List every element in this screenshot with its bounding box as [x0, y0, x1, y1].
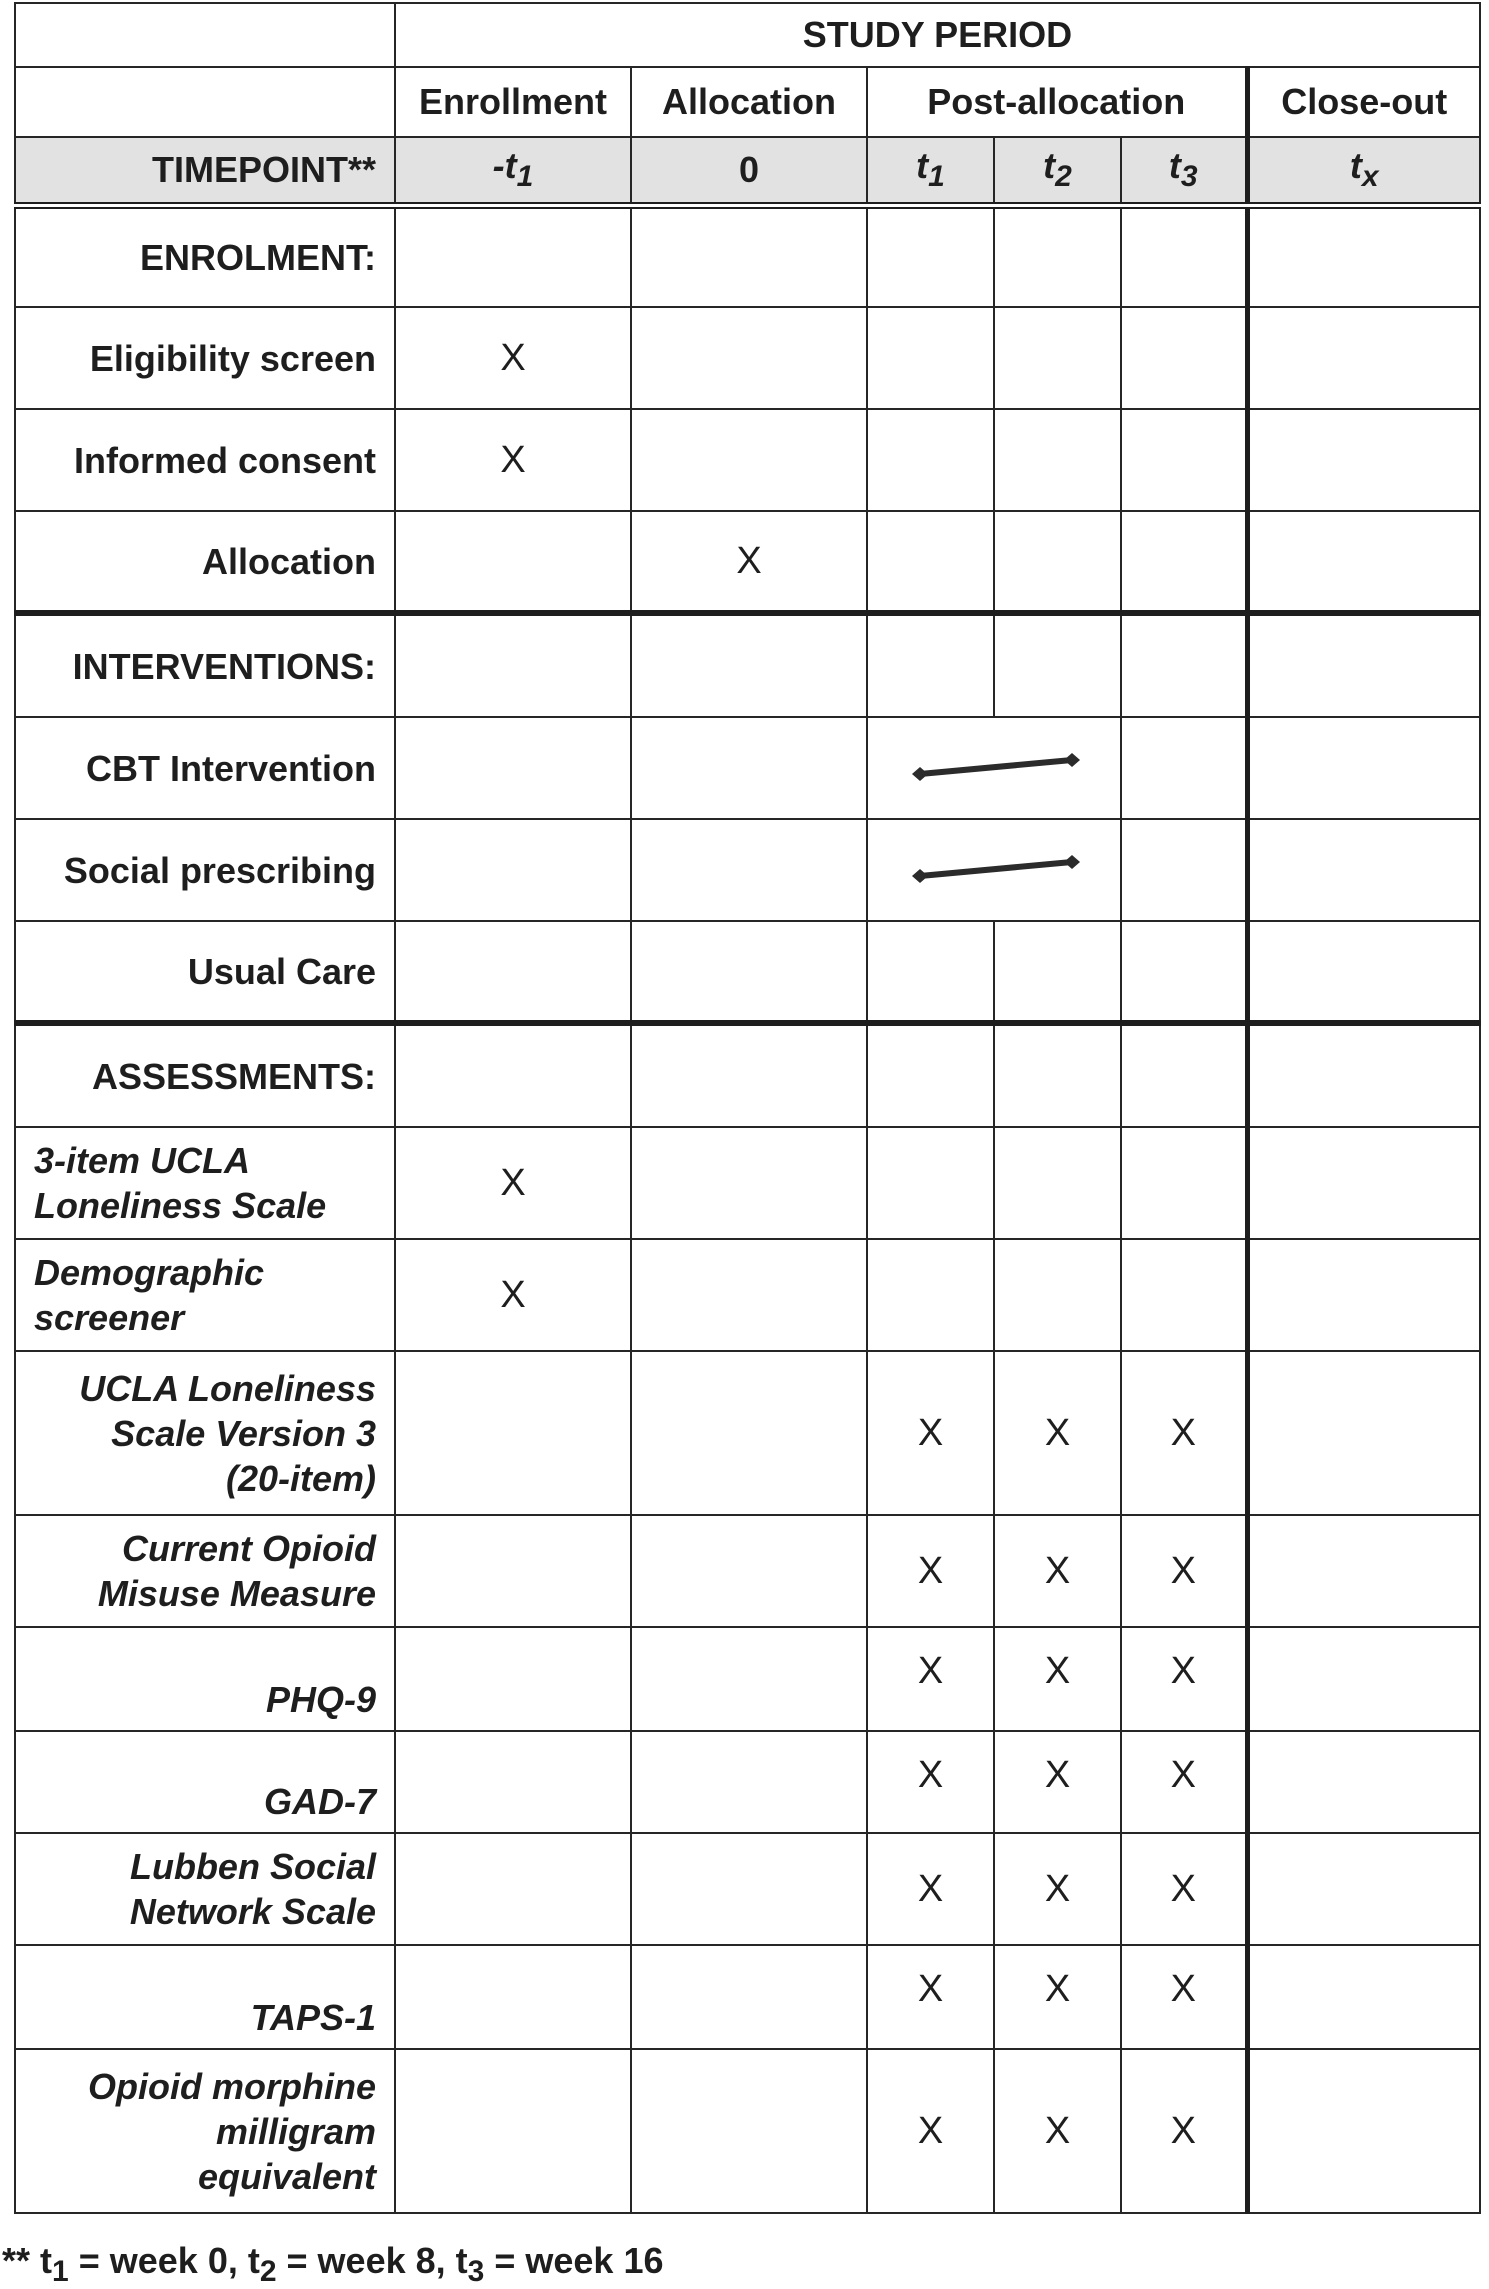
phase-post-allocation: Post-allocation: [867, 67, 1247, 137]
timepoint-t1: $t_1$: [867, 137, 994, 205]
row-label: CBT Intervention: [15, 717, 395, 819]
mark-enrollment: X: [395, 1239, 631, 1351]
row-label: Current Opioid Misuse Measure: [15, 1515, 395, 1627]
mark-t3: X: [1121, 1351, 1247, 1515]
duration-cell: [867, 717, 1121, 819]
table-row: [15, 1127, 1480, 1239]
timepoint-t3: $t_3$: [1121, 137, 1247, 205]
corner-cell: [15, 3, 395, 67]
row-label: 3-item UCLA Loneliness Scale: [15, 1127, 395, 1239]
mark-t1: X: [867, 1945, 994, 2049]
timepoint-tx: $t_x$: [1247, 137, 1480, 205]
mark-t3: X: [1121, 1627, 1247, 1731]
mark-enrollment: X: [395, 307, 631, 409]
mark-t3: X: [1121, 1945, 1247, 2049]
table-row: [15, 409, 1480, 511]
mark-t1: X: [867, 1515, 994, 1627]
mark-t3: X: [1121, 1731, 1247, 1833]
header-row-timepoints: [15, 137, 1480, 205]
table-row: [15, 1351, 1480, 1515]
row-label: GAD-7: [15, 1731, 395, 1833]
table-row: [15, 717, 1480, 819]
table-row: [15, 1731, 1480, 1833]
row-label: Social prescribing: [15, 819, 395, 921]
table-row: [15, 1945, 1480, 2049]
mark-t1: X: [867, 1731, 994, 1833]
row-label: Informed consent: [15, 409, 395, 511]
section-assessments-title-row: [15, 1023, 1480, 1127]
study-period-header: STUDY PERIOD: [395, 3, 1480, 67]
table-row: [15, 1515, 1480, 1627]
table-row: [15, 1239, 1480, 1351]
mark-t2: X: [994, 1351, 1121, 1515]
mark-enrollment: X: [395, 1127, 631, 1239]
row-label: PHQ-9: [15, 1627, 395, 1731]
mark-t3: X: [1121, 1833, 1247, 1945]
mark-t2: X: [994, 1833, 1121, 1945]
mark-t2: X: [994, 1515, 1121, 1627]
phase-enrollment: Enrollment: [395, 67, 631, 137]
section-title-interventions: INTERVENTIONS:: [15, 613, 395, 717]
table-row: [15, 921, 1480, 1023]
mark-t2: X: [994, 1945, 1121, 2049]
duration-arrow-cbt: [868, 734, 1120, 794]
section-title-assessments: ASSESSMENTS:: [15, 1023, 395, 1127]
phase-close-out: Close-out: [1247, 67, 1480, 137]
row-label: TAPS-1: [15, 1945, 395, 2049]
corner-cell: [15, 67, 395, 137]
mark-t3: X: [1121, 2049, 1247, 2213]
table-row: [15, 1627, 1480, 1731]
mark-enrollment: X: [395, 409, 631, 511]
table-row: [15, 1833, 1480, 1945]
mark-t1: X: [867, 2049, 994, 2213]
spirit-schedule-table: [14, 2, 1481, 2214]
row-label: Eligibility screen: [15, 307, 395, 409]
timepoint-pre: $-t_1$: [395, 137, 631, 205]
header-row-phases: [15, 67, 1480, 137]
mark-t1: X: [867, 1833, 994, 1945]
duration-arrow-social-prescribing: [868, 836, 1120, 896]
table-row: [15, 511, 1480, 613]
phase-allocation: Allocation: [631, 67, 867, 137]
mark-t1: X: [867, 1627, 994, 1731]
section-title-enrolment: ENROLMENT:: [15, 205, 395, 307]
table-row: [15, 2049, 1480, 2213]
mark-allocation: X: [631, 511, 867, 613]
mark-t1: X: [867, 1351, 994, 1515]
row-label: UCLA Loneliness Scale Version 3 (20-item): [15, 1351, 395, 1515]
table-row: [15, 819, 1480, 921]
row-label: Demographic screener: [15, 1239, 395, 1351]
header-row-study-period: [15, 3, 1480, 67]
table-row: [15, 307, 1480, 409]
row-label: Opioid morphine milligram equivalent: [15, 2049, 395, 2213]
section-interventions-title-row: [15, 613, 1480, 717]
duration-cell: [867, 819, 1121, 921]
section-enrolment-title-row: [15, 205, 1480, 307]
mark-t3: X: [1121, 1515, 1247, 1627]
timepoint-zero: 0: [631, 137, 867, 205]
row-label: Allocation: [15, 511, 395, 613]
timepoint-footnote: ** $t_1$ = week 0, $t_2$ = week 8, $t_3$ = week 16: [2, 2240, 664, 2289]
row-label: Lubben Social Network Scale: [15, 1833, 395, 1945]
mark-t2: X: [994, 1731, 1121, 1833]
mark-t2: X: [994, 1627, 1121, 1731]
row-label: Usual Care: [15, 921, 395, 1023]
mark-t2: X: [994, 2049, 1121, 2213]
timepoint-t2: $t_2$: [994, 137, 1121, 205]
timepoint-label: TIMEPOINT**: [15, 137, 395, 205]
